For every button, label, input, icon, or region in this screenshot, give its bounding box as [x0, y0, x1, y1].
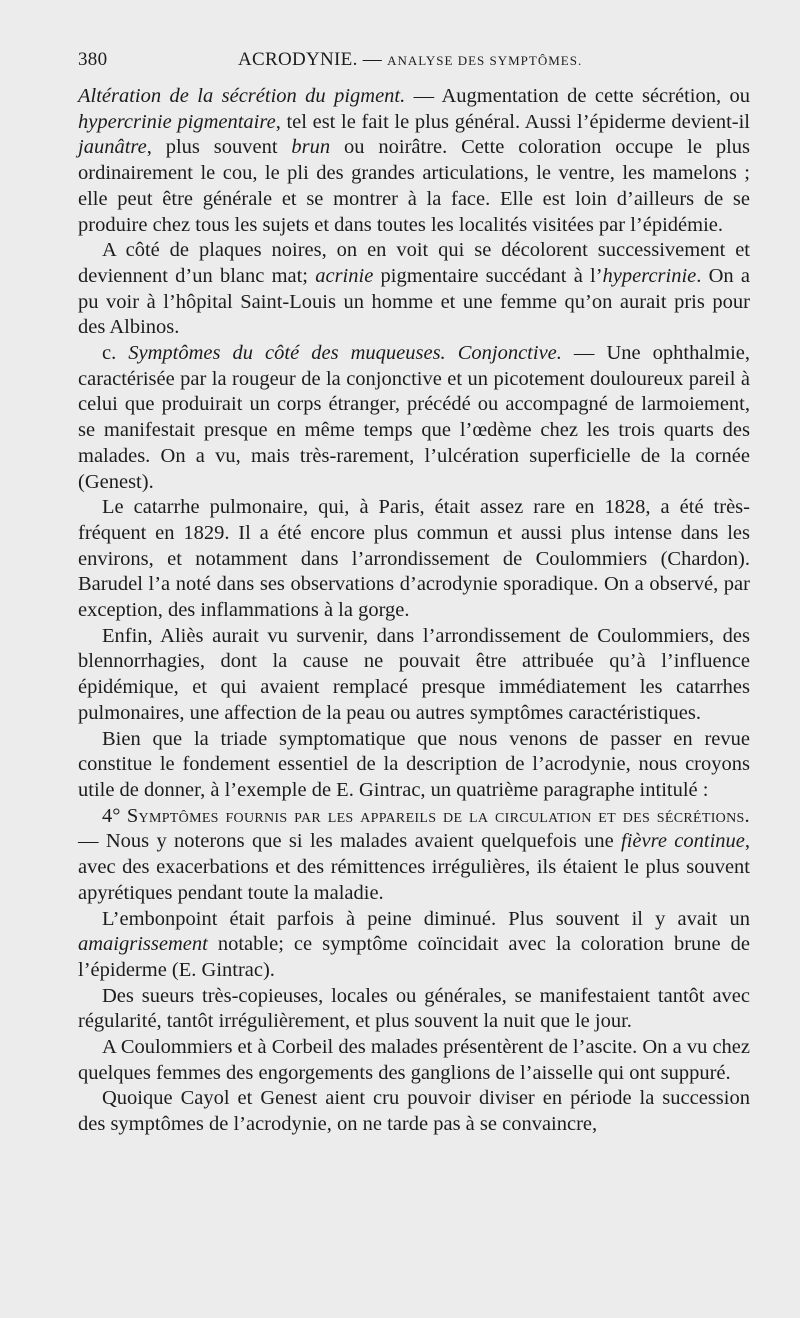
text-run: — Nous y noterons que si les malades avaient quelquefois une	[78, 830, 622, 853]
text-run: Des sueurs très-copieuses, locales ou générales, se manifestaient tantôt avec régularité, tantôt irrégulièrement, et plus souvent la nuit que le jour.	[78, 984, 750, 1033]
text-run: — Augmentation de cette sécrétion, ou	[405, 85, 750, 107]
text-run: . On a pu voir à l’hôpital Saint-Louis un homme et une femme qu’on aurait pris pour des Albinos.	[78, 264, 751, 339]
paragraph	[78, 84, 750, 238]
text-run: A côté de plaques noires, on en voit qui se décolorent successivement et deviennent d’un blanc mat;	[78, 239, 750, 287]
page-body	[78, 84, 750, 1138]
italic-text: hypercrinie	[602, 264, 697, 287]
paragraph	[78, 984, 750, 1035]
text-run: Le catarrhe pulmonaire, qui, à Paris, était assez rare en 1828, a été très-fréquent en 1829. Il a été encore plus commun et aussi plus intense dans les environs, et notamment dans l’arrondissement de Coulommiers (Chardon). Barudel l’a noté dans ses observations d’acrodynie sporadique. On a observé, par exception, des inflammations à la gorge.	[78, 496, 750, 622]
text-run: notable; ce symptôme coïncidait avec la coloration brune de l’épiderme (E. Gintrac).	[78, 933, 750, 981]
running-title-dash: —	[362, 49, 383, 70]
text-run: 4°	[102, 804, 127, 827]
paragraph	[78, 341, 750, 495]
paragraph	[78, 495, 750, 624]
text-run: Bien que la triade symptomatique que nous venons de passer en revue constitue le fondement essentiel de la description de l’acrodynie, nous croyons utile de donner, à l’exemple de E. Gintrac, un quatrième paragraphe intitulé :	[78, 727, 750, 801]
italic-text: hypercrinie pigmentaire	[78, 110, 276, 133]
text-run: A Coulommiers et à Corbeil des malades présentèrent de l’ascite. On a vu chez quelques femmes des engorgements des ganglions de l’aisselle qui ont suppuré.	[78, 1036, 750, 1084]
running-title	[238, 48, 582, 73]
italic-text: amaigrissement	[78, 933, 208, 956]
text-run: , plus souvent	[146, 136, 292, 159]
paragraph	[78, 624, 750, 727]
running-title-subtitle: ANALYSE DES SYMPTÔMES.	[387, 53, 583, 68]
italic-text: jaunâtre	[78, 136, 147, 159]
text-run: ou noirâtre. Cette coloration occupe le plus ordinairement le cou, le pli des grandes articulations, le ventre, les mamelons ; elle peut être générale et se montrer à la face. Elle est loin d’ailleurs de se produire chez tous les sujets et dans toutes les localités visitées par l’épidémie.	[78, 136, 750, 236]
text-run: , tel est le fait le plus général. Aussi l’épiderme devient-il	[275, 110, 750, 133]
text-run: L’embonpoint était parfois à peine diminué. Plus souvent il y avait un	[102, 907, 750, 930]
smallcaps-heading: Symptômes fournis par les appareils de la circulation et des sécrétions.	[126, 804, 750, 827]
italic-text: brun	[291, 136, 331, 159]
text-run: Quoique Cayol et Genest aient cru pouvoir diviser en période la succession des symptômes de l’acrodynie, on ne tarde pas à se convaincre,	[78, 1087, 750, 1136]
italic-text: acrinie	[315, 264, 374, 287]
page-number: 380	[78, 49, 108, 70]
text-run: c.	[102, 342, 129, 365]
text-run: pigmentaire succédant à l’	[373, 264, 603, 287]
italic-text: Symptômes du côté des muqueuses. Conjonctive.	[128, 342, 562, 365]
text-run: — Une ophthalmie, caractérisée par la rougeur de la conjonctive et un picotement douloureux pareil à celui que produirait un corps étranger, précédé ou accompagné de larmoiement, se manifestait presque en même temps que l’œdème chez les trois quarts des malades. On a vu, mais très-rarement, l’ulcération superficielle de la cornée (Genest).	[78, 342, 750, 493]
paragraph	[78, 1086, 750, 1137]
running-title-main: ACRODYNIE.	[238, 49, 358, 70]
text-run: Enfin, Aliès aurait vu survenir, dans l’arrondissement de Coulommiers, des blennorrhagies, dont la cause ne pouvait être attribuée qu’à l’influence épidémique, et qui avaient remplacé presque immédiatement les catarrhes pulmonaires, une affection de la peau ou autres symptômes caractéristiques.	[78, 624, 750, 724]
italic-text: Altération de la sécrétion du pigment.	[78, 85, 406, 107]
paragraph	[78, 907, 750, 984]
italic-text: fièvre continue	[621, 830, 745, 853]
paragraph	[78, 1035, 750, 1086]
paragraph	[78, 238, 750, 341]
text-run: , avec des exacerbations et des rémittences irrégulières, ils étaient le plus souvent apyrétiques pendant toute la maladie.	[78, 830, 750, 904]
paragraph	[78, 804, 750, 907]
paragraph	[78, 727, 750, 804]
